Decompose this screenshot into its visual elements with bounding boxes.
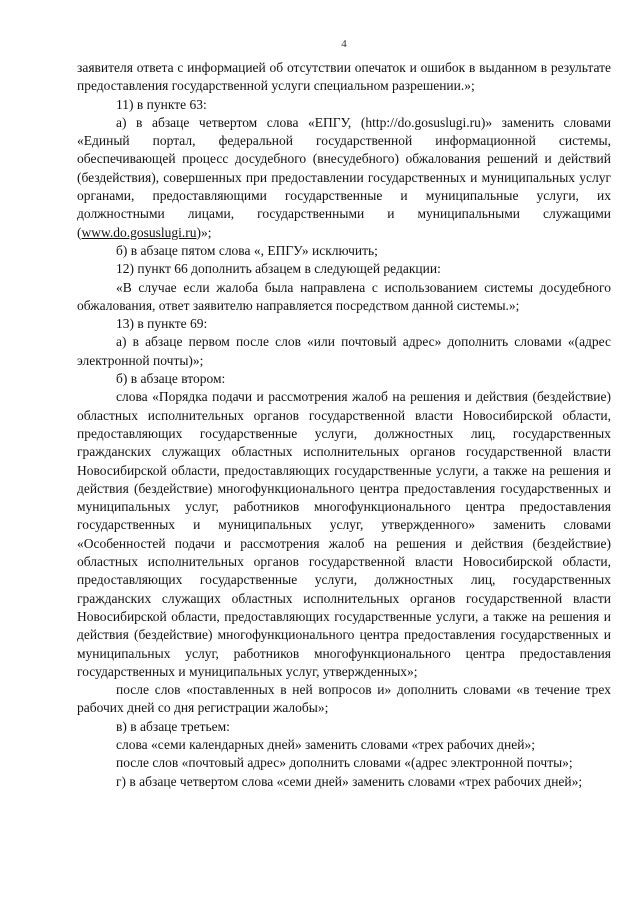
paragraph-text: слова «семи календарных дней» заменить словами «трех рабочих дней»; [116,736,535,752]
paragraph-text: 13) в пункте 69: [116,316,208,332]
paragraph-text: в) в абзаце третьем: [116,718,230,734]
paragraph [77,773,611,791]
paragraph-text: а) в абзаце первом после слов «или почтовый адрес» дополнить словами «(адрес электронной почты)»; [77,334,611,368]
paragraph [77,370,611,388]
paragraph-text: «В случае если жалоба была направлена с использованием системы досудебного обжалования, ответ заявителю направляется посредством данной системы.»; [77,279,611,313]
page-number: 4 [341,38,347,50]
paragraph-text: слова «Порядка подачи и рассмотрения жалоб на решения и действия (бездействие) областных исполнительных органов государственной власти Новосибирской области, предоставляющих государственные услуги, должностных лиц, государственных гражданских служащих областных исполнительных органов государственной власти Новосибирской области, предоставляющих государственные услуги, а также на решения и действия (бездействие) многофункционального центра предоставления государственных и муниципальных услуг, работников многофункционального центра предоставления государственных и муниципальных услуг, утвержденного» заменить словами «Особенностей подачи и рассмотрения жалоб на решения и действия (бездействие) областных исполнительных органов государственной власти Новосибирской области, предоставляющих государственные услуги, должностных лиц, государственных гражданских служащих областных исполнительных органов государственной власти Новосибирской области, предоставляющих государственные услуги, а также на решения и действия (бездействие) многофункционального центра предоставления государственных и муниципальных услуг, работников многофункционального центра предоставления государственных и муниципальных услуг, утвержденных»; [77,389,611,679]
paragraph [77,114,611,242]
paragraph [77,96,611,114]
paragraph [77,242,611,260]
paragraph-text: после слов «почтовый адрес» дополнить словами «(адрес электронной почты»; [116,755,573,771]
paragraph [77,315,611,333]
paragraph [77,681,611,718]
paragraph-tail: )»; [196,224,212,240]
paragraph-text: заявителя ответа с информацией об отсутствии опечаток и ошибок в выданном в результате предоставления государственной услуги специальном разрешении.»; [77,60,611,94]
paragraph-text: г) в абзаце четвертом слова «семи дней» заменить словами «трех рабочих дней»; [116,773,583,789]
paragraph-text: после слов «поставленных в ней вопросов и» дополнить словами «в течение трех рабочих дней со дня регистрации жалобы»; [77,682,611,716]
paragraph [77,754,611,772]
document-body [77,59,611,791]
paragraph-text: б) в абзаце пятом слова «, ЕПГУ» исключить; [116,242,378,258]
paragraph-text: 12) пункт 66 дополнить абзацем в следующей редакции: [116,261,441,277]
paragraph [77,279,611,316]
paragraph [77,718,611,736]
paragraph [77,260,611,278]
paragraph-text: 11) в пункте 63: [116,96,207,112]
paragraph-text: б) в абзаце втором: [116,371,226,387]
paragraph-text: а) в абзаце четвертом слова «ЕПГУ, (http://do.gosuslugi.ru)» заменить словами «Единый портал, федеральной государственной информационной системы, обеспечивающей процесс досудебного (внесудебного) обжалования решений и действий (бездействия), совершенных при предоставлении государственных и муниципальных услуг органами, предоставляющими государственные и муниципальные услуги, их должностными лицами, государственными и муниципальными служащими ( [77,114,611,240]
paragraph [77,333,611,370]
paragraph [77,388,611,681]
gosuslugi-link[interactable]: www.do.gosuslugi.ru [81,224,197,240]
paragraph [77,59,611,96]
paragraph [77,736,611,754]
